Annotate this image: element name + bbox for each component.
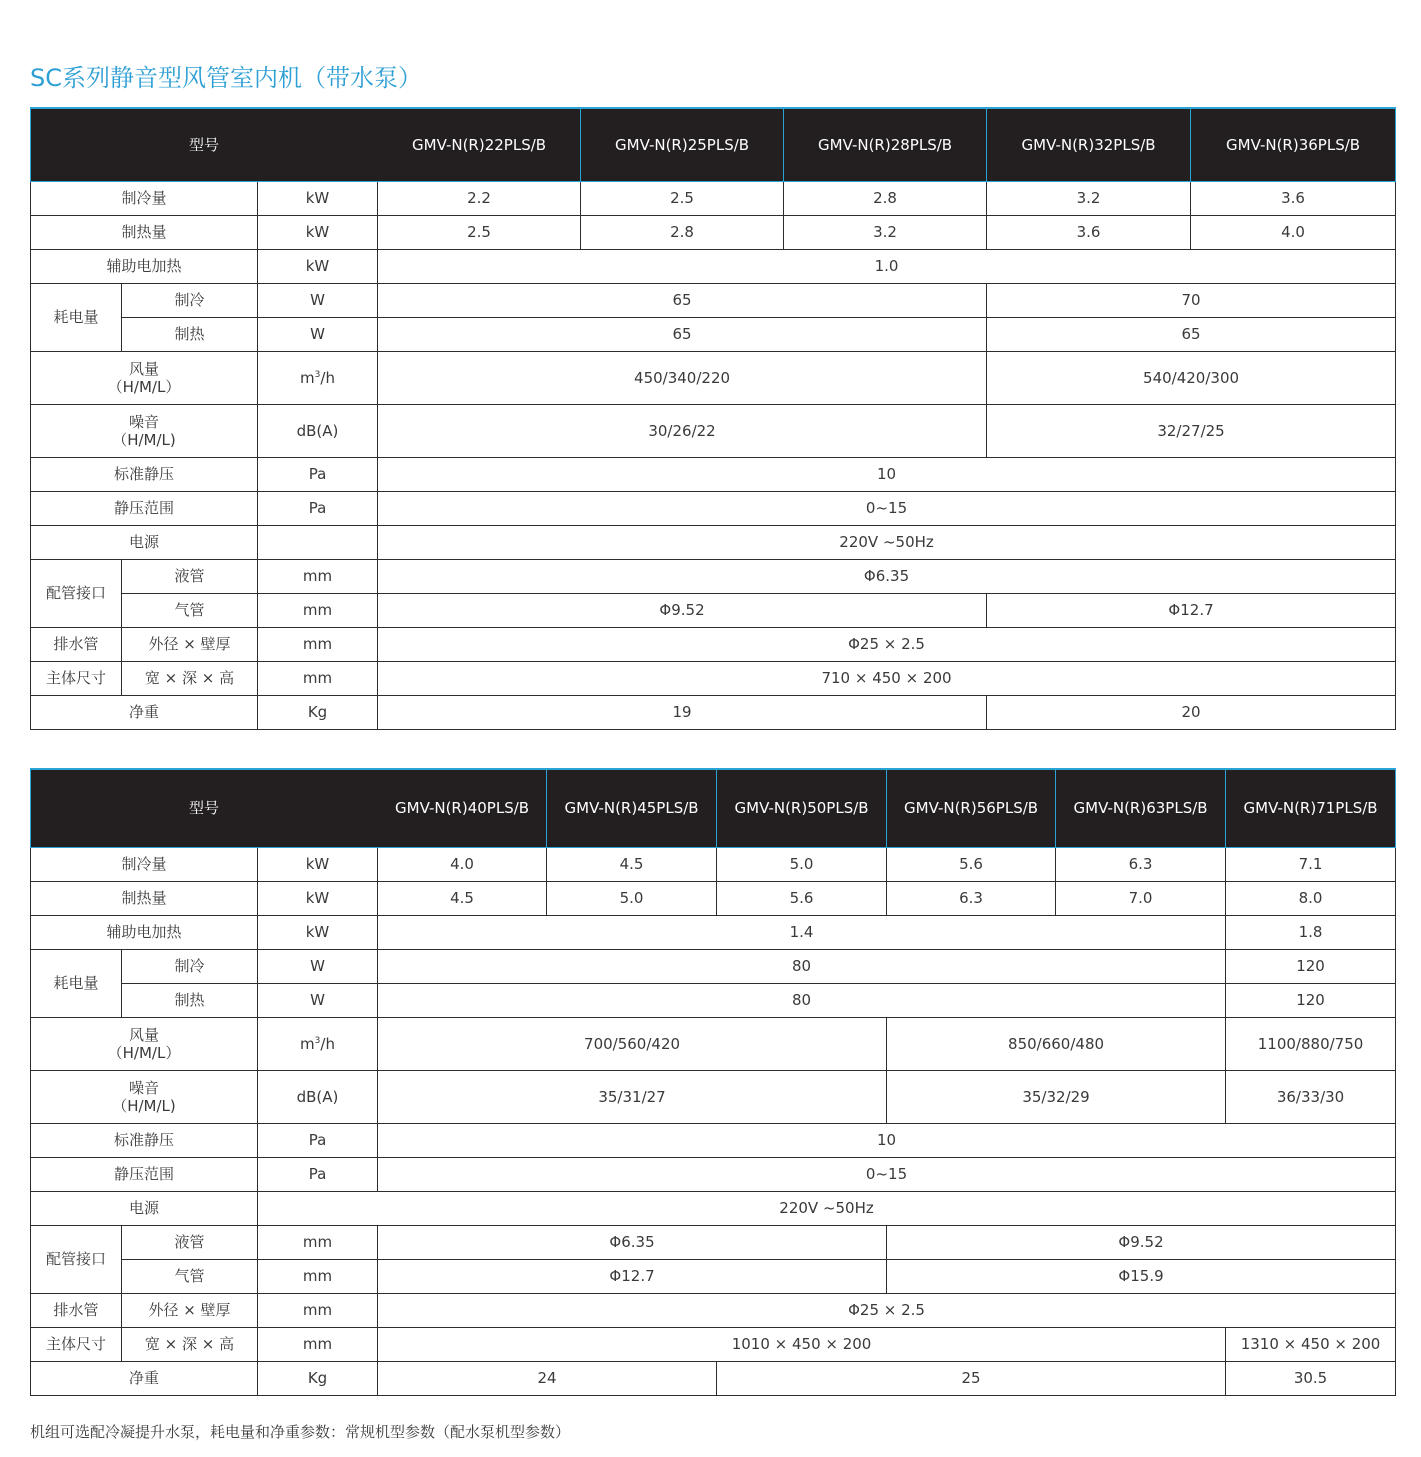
model-name: GMV-N(R)28PLS/B bbox=[784, 108, 987, 181]
model-name: GMV-N(R)25PLS/B bbox=[581, 108, 784, 181]
row-label: 制热量 bbox=[31, 881, 258, 915]
value-cell: Φ12.7 bbox=[378, 1259, 887, 1293]
table-row bbox=[31, 559, 1396, 593]
value-cell: Φ6.35 bbox=[378, 559, 1396, 593]
value-cell: 1100/880/750 bbox=[1226, 1017, 1396, 1070]
value-cell: 7.1 bbox=[1226, 847, 1396, 881]
model-name: GMV-N(R)71PLS/B bbox=[1226, 769, 1396, 847]
table-row bbox=[31, 1225, 1396, 1259]
unit-superscript: 3 bbox=[314, 1035, 321, 1046]
row-label: 宽 × 深 × 高 bbox=[122, 661, 258, 695]
row-label: 净重 bbox=[31, 1361, 258, 1395]
value-cell: 2.5 bbox=[581, 181, 784, 215]
value-cell: 700/560/420 bbox=[378, 1017, 887, 1070]
unit-cell: Kg bbox=[258, 695, 378, 729]
unit-cell: W bbox=[258, 283, 378, 317]
model-name: GMV-N(R)36PLS/B bbox=[1191, 108, 1396, 181]
value-cell: 3.6 bbox=[987, 215, 1191, 249]
value-cell: 1.8 bbox=[1226, 915, 1396, 949]
value-cell: 5.0 bbox=[547, 881, 717, 915]
table-row bbox=[31, 1070, 1396, 1123]
group-label: 排水管 bbox=[31, 627, 122, 661]
model-header: 型号 bbox=[31, 108, 378, 181]
table-row bbox=[31, 491, 1396, 525]
unit-cell: mm bbox=[258, 661, 378, 695]
value-cell: 1.4 bbox=[378, 915, 1226, 949]
value-cell: Φ15.9 bbox=[887, 1259, 1396, 1293]
airflow-label: 风量 bbox=[128, 1025, 159, 1044]
value-cell: 850/660/480 bbox=[887, 1017, 1226, 1070]
unit-cell: Pa bbox=[258, 457, 378, 491]
row-label: 液管 bbox=[122, 1225, 258, 1259]
group-label: 主体尺寸 bbox=[31, 1327, 122, 1361]
value-cell: 80 bbox=[378, 983, 1226, 1017]
table-row bbox=[31, 1327, 1396, 1361]
value-cell: 7.0 bbox=[1056, 881, 1226, 915]
row-label: 外径 × 壁厚 bbox=[122, 1293, 258, 1327]
value-cell: 0~15 bbox=[378, 1157, 1396, 1191]
value-cell: 10 bbox=[378, 457, 1396, 491]
value-cell: 32/27/25 bbox=[987, 404, 1396, 457]
row-label bbox=[31, 1070, 258, 1123]
table-row bbox=[31, 249, 1396, 283]
unit-cell: dB(A) bbox=[258, 404, 378, 457]
row-label: 制冷量 bbox=[31, 847, 258, 881]
noise-label: 噪音 bbox=[128, 412, 159, 431]
group-label: 排水管 bbox=[31, 1293, 122, 1327]
value-cell: 1310 × 450 × 200 bbox=[1226, 1327, 1396, 1361]
row-label: 辅助电加热 bbox=[31, 249, 258, 283]
unit-cell: kW bbox=[258, 915, 378, 949]
unit-cell: mm bbox=[258, 1327, 378, 1361]
unit-m: m bbox=[300, 368, 315, 387]
unit-cell: dB(A) bbox=[258, 1070, 378, 1123]
unit-cell: Pa bbox=[258, 1157, 378, 1191]
table-row bbox=[31, 949, 1396, 983]
unit-per-hour: /h bbox=[320, 368, 335, 387]
value-cell: 450/340/220 bbox=[378, 351, 987, 404]
value-cell: 10 bbox=[378, 1123, 1396, 1157]
table-row bbox=[31, 181, 1396, 215]
group-label: 耗电量 bbox=[31, 283, 122, 351]
model-name: GMV-N(R)45PLS/B bbox=[547, 769, 717, 847]
row-label: 制热 bbox=[122, 983, 258, 1017]
table-header-row bbox=[31, 108, 1396, 181]
value-cell: 70 bbox=[987, 283, 1396, 317]
value-cell: 2.5 bbox=[378, 215, 581, 249]
value-cell: 2.8 bbox=[581, 215, 784, 249]
unit-cell: mm bbox=[258, 627, 378, 661]
unit-cell: mm bbox=[258, 1259, 378, 1293]
table-row bbox=[31, 351, 1396, 404]
value-cell: 220V ~50Hz bbox=[258, 1191, 1396, 1225]
model-name: GMV-N(R)32PLS/B bbox=[987, 108, 1191, 181]
value-cell: 65 bbox=[378, 283, 987, 317]
table-row bbox=[31, 881, 1396, 915]
page-title: SC系列静音型风管室内机（带水泵） bbox=[30, 64, 422, 92]
value-cell: Φ25 × 2.5 bbox=[378, 627, 1396, 661]
table-row bbox=[31, 1293, 1396, 1327]
table-row bbox=[31, 525, 1396, 559]
model-name: GMV-N(R)22PLS/B bbox=[378, 108, 581, 181]
row-label: 制冷量 bbox=[31, 181, 258, 215]
unit-cell: mm bbox=[258, 1293, 378, 1327]
airflow-label-suffix: （H/M/L） bbox=[107, 377, 181, 396]
value-cell: 8.0 bbox=[1226, 881, 1396, 915]
table-row bbox=[31, 457, 1396, 491]
unit-cell: kW bbox=[258, 847, 378, 881]
value-cell: 35/32/29 bbox=[887, 1070, 1226, 1123]
unit-cell: W bbox=[258, 983, 378, 1017]
table-row bbox=[31, 627, 1396, 661]
unit-cell: mm bbox=[258, 593, 378, 627]
value-cell: 65 bbox=[378, 317, 987, 351]
unit-cell: Pa bbox=[258, 1123, 378, 1157]
table-row bbox=[31, 661, 1396, 695]
row-label: 气管 bbox=[122, 1259, 258, 1293]
value-cell: 3.6 bbox=[1191, 181, 1396, 215]
airflow-label: 风量 bbox=[128, 359, 159, 378]
unit-m: m bbox=[300, 1034, 315, 1053]
row-label: 制冷 bbox=[122, 283, 258, 317]
spec-table-1 bbox=[30, 107, 1396, 730]
table-row bbox=[31, 1017, 1396, 1070]
spec-table-2 bbox=[30, 768, 1396, 1396]
row-label: 静压范围 bbox=[31, 491, 258, 525]
table-row bbox=[31, 1191, 1396, 1225]
unit-cell: mm bbox=[258, 1225, 378, 1259]
row-label: 外径 × 壁厚 bbox=[122, 627, 258, 661]
value-cell: 19 bbox=[378, 695, 987, 729]
row-label bbox=[31, 351, 258, 404]
value-cell: 25 bbox=[717, 1361, 1226, 1395]
value-cell: 6.3 bbox=[1056, 847, 1226, 881]
value-cell: 220V ~50Hz bbox=[378, 525, 1396, 559]
table-row bbox=[31, 215, 1396, 249]
group-label: 主体尺寸 bbox=[31, 661, 122, 695]
unit-per-hour: /h bbox=[320, 1034, 335, 1053]
unit-cell: kW bbox=[258, 181, 378, 215]
table-row bbox=[31, 915, 1396, 949]
table-row bbox=[31, 1259, 1396, 1293]
footnote: 机组可选配冷凝提升水泵，耗电量和净重参数：常规机型参数（配水泵机型参数） bbox=[30, 1423, 571, 1441]
table-row bbox=[31, 983, 1396, 1017]
table-row bbox=[31, 847, 1396, 881]
row-label bbox=[31, 404, 258, 457]
table-row bbox=[31, 1123, 1396, 1157]
value-cell: 710 × 450 × 200 bbox=[378, 661, 1396, 695]
model-header: 型号 bbox=[31, 769, 378, 847]
value-cell: 4.0 bbox=[378, 847, 547, 881]
value-cell: 540/420/300 bbox=[987, 351, 1396, 404]
value-cell: 3.2 bbox=[784, 215, 987, 249]
row-label: 气管 bbox=[122, 593, 258, 627]
value-cell: 30.5 bbox=[1226, 1361, 1396, 1395]
unit-cell: W bbox=[258, 949, 378, 983]
row-label: 电源 bbox=[31, 525, 258, 559]
value-cell: 80 bbox=[378, 949, 1226, 983]
model-name: GMV-N(R)40PLS/B bbox=[378, 769, 547, 847]
row-label: 净重 bbox=[31, 695, 258, 729]
value-cell: 24 bbox=[378, 1361, 717, 1395]
noise-label: 噪音 bbox=[128, 1078, 159, 1097]
unit-cell bbox=[258, 1017, 378, 1070]
model-name: GMV-N(R)50PLS/B bbox=[717, 769, 887, 847]
unit-superscript: 3 bbox=[314, 369, 321, 380]
table-row bbox=[31, 283, 1396, 317]
value-cell: Φ25 × 2.5 bbox=[378, 1293, 1396, 1327]
value-cell: 2.8 bbox=[784, 181, 987, 215]
unit-cell: W bbox=[258, 317, 378, 351]
row-label: 液管 bbox=[122, 559, 258, 593]
group-label: 配管接口 bbox=[31, 1225, 122, 1293]
value-cell: Φ9.52 bbox=[887, 1225, 1396, 1259]
table-row bbox=[31, 404, 1396, 457]
unit-cell: Kg bbox=[258, 1361, 378, 1395]
value-cell: 5.6 bbox=[887, 847, 1056, 881]
group-label: 配管接口 bbox=[31, 559, 122, 627]
row-label: 制热 bbox=[122, 317, 258, 351]
value-cell: 35/31/27 bbox=[378, 1070, 887, 1123]
unit-cell: kW bbox=[258, 215, 378, 249]
table-header-row bbox=[31, 769, 1396, 847]
row-label: 制热量 bbox=[31, 215, 258, 249]
value-cell: 0~15 bbox=[378, 491, 1396, 525]
row-label: 宽 × 深 × 高 bbox=[122, 1327, 258, 1361]
value-cell: 1.0 bbox=[378, 249, 1396, 283]
value-cell: 120 bbox=[1226, 983, 1396, 1017]
unit-cell bbox=[258, 525, 378, 559]
value-cell: 120 bbox=[1226, 949, 1396, 983]
table-row bbox=[31, 1361, 1396, 1395]
model-name: GMV-N(R)63PLS/B bbox=[1056, 769, 1226, 847]
table-row bbox=[31, 695, 1396, 729]
table-row bbox=[31, 1157, 1396, 1191]
value-cell: 30/26/22 bbox=[378, 404, 987, 457]
value-cell: 36/33/30 bbox=[1226, 1070, 1396, 1123]
table-row bbox=[31, 593, 1396, 627]
value-cell: 4.0 bbox=[1191, 215, 1396, 249]
row-label bbox=[31, 1017, 258, 1070]
unit-cell bbox=[258, 351, 378, 404]
value-cell: 1010 × 450 × 200 bbox=[378, 1327, 1226, 1361]
value-cell: 4.5 bbox=[547, 847, 717, 881]
noise-label-suffix: （H/M/L) bbox=[112, 430, 176, 449]
airflow-label-suffix: （H/M/L） bbox=[107, 1043, 181, 1062]
value-cell: Φ9.52 bbox=[378, 593, 987, 627]
unit-cell: mm bbox=[258, 559, 378, 593]
value-cell: 4.5 bbox=[378, 881, 547, 915]
value-cell: 65 bbox=[987, 317, 1396, 351]
table-row bbox=[31, 317, 1396, 351]
value-cell: 5.6 bbox=[717, 881, 887, 915]
group-label: 耗电量 bbox=[31, 949, 122, 1017]
row-label: 辅助电加热 bbox=[31, 915, 258, 949]
value-cell: 6.3 bbox=[887, 881, 1056, 915]
noise-label-suffix: （H/M/L) bbox=[112, 1096, 176, 1115]
model-name: GMV-N(R)56PLS/B bbox=[887, 769, 1056, 847]
row-label: 标准静压 bbox=[31, 457, 258, 491]
row-label: 制冷 bbox=[122, 949, 258, 983]
row-label: 静压范围 bbox=[31, 1157, 258, 1191]
row-label: 标准静压 bbox=[31, 1123, 258, 1157]
value-cell: Φ12.7 bbox=[987, 593, 1396, 627]
row-label: 电源 bbox=[31, 1191, 258, 1225]
value-cell: 2.2 bbox=[378, 181, 581, 215]
value-cell: 5.0 bbox=[717, 847, 887, 881]
value-cell: 20 bbox=[987, 695, 1396, 729]
unit-cell: kW bbox=[258, 881, 378, 915]
value-cell: 3.2 bbox=[987, 181, 1191, 215]
unit-cell: kW bbox=[258, 249, 378, 283]
value-cell: Φ6.35 bbox=[378, 1225, 887, 1259]
unit-cell: Pa bbox=[258, 491, 378, 525]
